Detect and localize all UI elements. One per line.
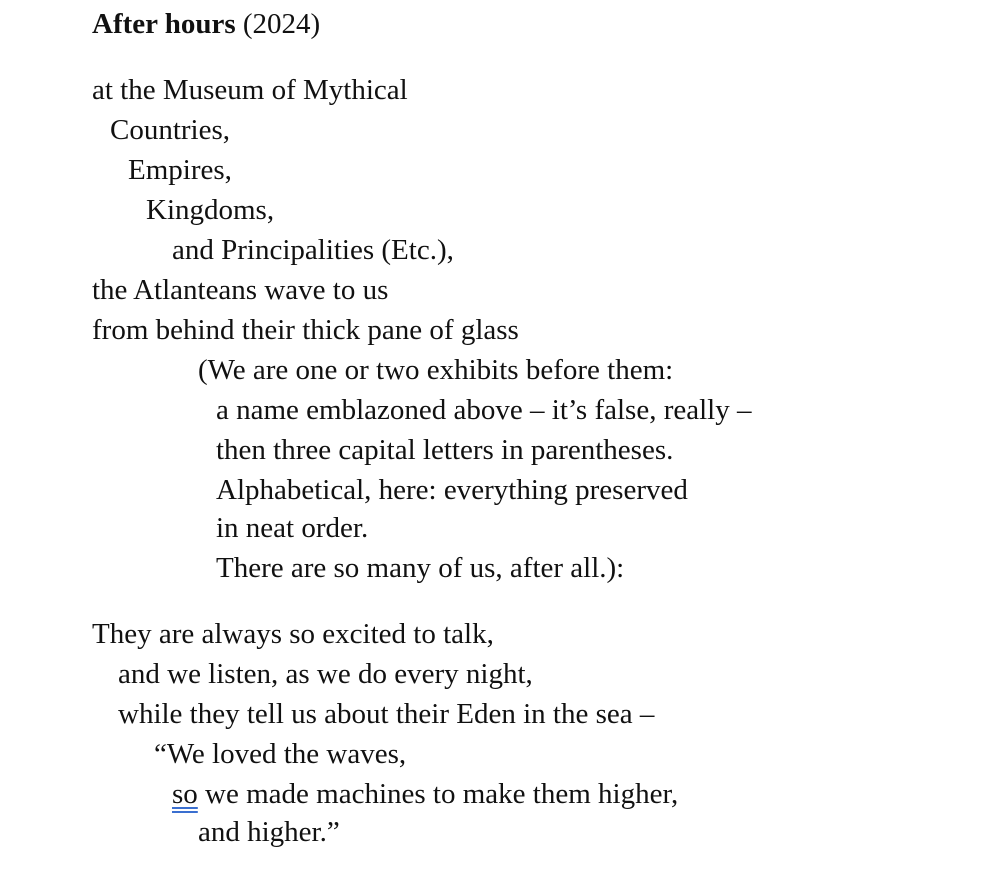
poem-line-so	[172, 774, 678, 814]
poem-line: Empires,	[128, 154, 232, 186]
poem-line: at the Museum of Mythical	[92, 74, 408, 106]
poem-line: from behind their thick pane of glass	[92, 314, 519, 346]
poem-year: (2024)	[242, 8, 321, 40]
poem-line: and we listen, as we do every night,	[118, 658, 533, 690]
poem-line: “We loved the waves,	[154, 738, 407, 770]
poem-line: and Principalities (Etc.),	[172, 234, 454, 266]
poem-line: Kingdoms,	[146, 194, 275, 226]
poem-line: Countries,	[110, 114, 231, 146]
poem-line: and higher.”	[198, 816, 340, 848]
poem-line-rest: we made machines to make them higher,	[197, 778, 679, 810]
poem-line: Alphabetical, here: everything preserved	[216, 474, 688, 506]
poem-line: while they tell us about their Eden in the sea –	[118, 698, 655, 730]
poem-line: There are so many of us, after all.):	[216, 552, 625, 584]
poem-line: a name emblazoned above – it’s false, really –	[216, 394, 752, 426]
poem-title	[92, 4, 320, 44]
grammar-flagged-word[interactable]: so	[172, 778, 198, 810]
poem-line: in neat order.	[216, 512, 369, 544]
poem-line: the Atlanteans wave to us	[92, 274, 389, 306]
poem-line: (We are one or two exhibits before them:	[198, 354, 674, 386]
poem-line: then three capital letters in parentheses.	[216, 434, 674, 466]
poem-line: They are always so excited to talk,	[92, 618, 494, 650]
poem-title-text: After hours	[92, 8, 236, 40]
